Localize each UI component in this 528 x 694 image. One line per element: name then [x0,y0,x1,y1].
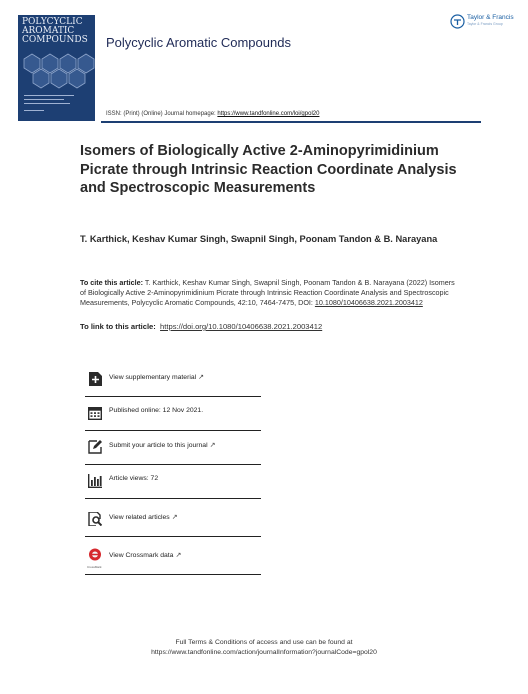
action-label: View supplementary material ↗ [109,374,205,381]
external-link-icon: ↗ [171,514,178,521]
footer-terms-text: Full Terms & Conditions of access and use can be found at [175,639,353,646]
magnifier-document-icon [88,512,102,526]
action-label: View Crossmark data ↗ [109,552,182,559]
related-articles-row[interactable] [85,502,261,537]
published-date: Published online: 12 Nov 2021. [109,407,204,414]
bar-chart-icon [88,474,102,488]
pencil-icon [88,440,102,454]
footer [0,638,528,657]
citation-block [80,278,455,308]
journal-cover[interactable] [18,15,95,121]
external-link-icon: ↗ [175,552,182,559]
calendar-icon [88,406,102,420]
submit-article-row[interactable] [85,430,261,465]
crossmark-row[interactable] [85,540,261,575]
citation-label: To cite this article: [80,278,143,287]
journal-title[interactable]: Polycyclic Aromatic Compounds [106,35,291,50]
journal-homepage-link[interactable]: https://www.tandfonline.com/loi/gpol20 [217,111,320,117]
cover-text-line [24,103,70,104]
cover-text-line [24,99,64,100]
external-link-icon: ↗ [198,374,205,381]
article-title: Isomers of Biologically Active 2-Aminopyrimidinium Picrate through Intrinsic Reaction Coordinate Analysis and Spectroscopic Measurements [80,143,457,196]
crossmark-caption: CrossMark [87,565,102,569]
cover-text-line [24,95,74,96]
citation-text: T. Karthick, Keshav Kumar Singh, Swapnil Singh, Poonam Tandon & B. Narayana (2022) Isomers of Biologically Active 2-Aminopyrimidinium Picrate through Intrinsic Reaction Coordinate Analysis and Spectroscopic Measurements, Polycyclic Aromatic Compounds, 42:10, 7464-7475, DOI: [80,278,455,307]
plus-document-icon [88,372,102,386]
publisher-logo-icon [450,14,465,29]
article-link-line [80,322,322,331]
citation-doi-link[interactable]: 10.1080/10406638.2021.2003412 [314,298,423,307]
article-doi-link[interactable]: https://doi.org/10.1080/10406638.2021.2003412 [160,322,323,331]
published-online-row [85,396,261,431]
header-divider [101,121,481,123]
article-views-row [85,464,261,499]
action-label: Submit your article to this journal ↗ [109,442,216,449]
cover-text-line [24,110,44,111]
supplementary-material-row[interactable] [85,362,261,397]
cover-title: POLYCYCLIC AROMATIC COMPOUNDS [22,17,88,45]
cover-hexagon-graphic [18,49,95,89]
publisher-name: Taylor & Francis [467,14,514,21]
issn-text: ISSN: (Print) (Online) Journal homepage: [106,111,218,117]
issn-line [106,111,319,117]
article-link-label: To link to this article: [80,322,156,331]
action-label: View related articles ↗ [109,514,178,521]
publisher-group: Taylor & Francis Group [467,22,503,26]
footer-terms-link[interactable]: https://www.tandfonline.com/action/journalInformation?journalCode=gpol20 [151,648,377,656]
article-authors: T. Karthick, Keshav Kumar Singh, Swapnil Singh, Poonam Tandon & B. Narayana [80,234,438,244]
article-views: Article views: 72 [109,475,159,482]
publisher-logo[interactable] [450,14,520,30]
crossmark-icon [88,548,102,564]
external-link-icon: ↗ [209,442,216,449]
